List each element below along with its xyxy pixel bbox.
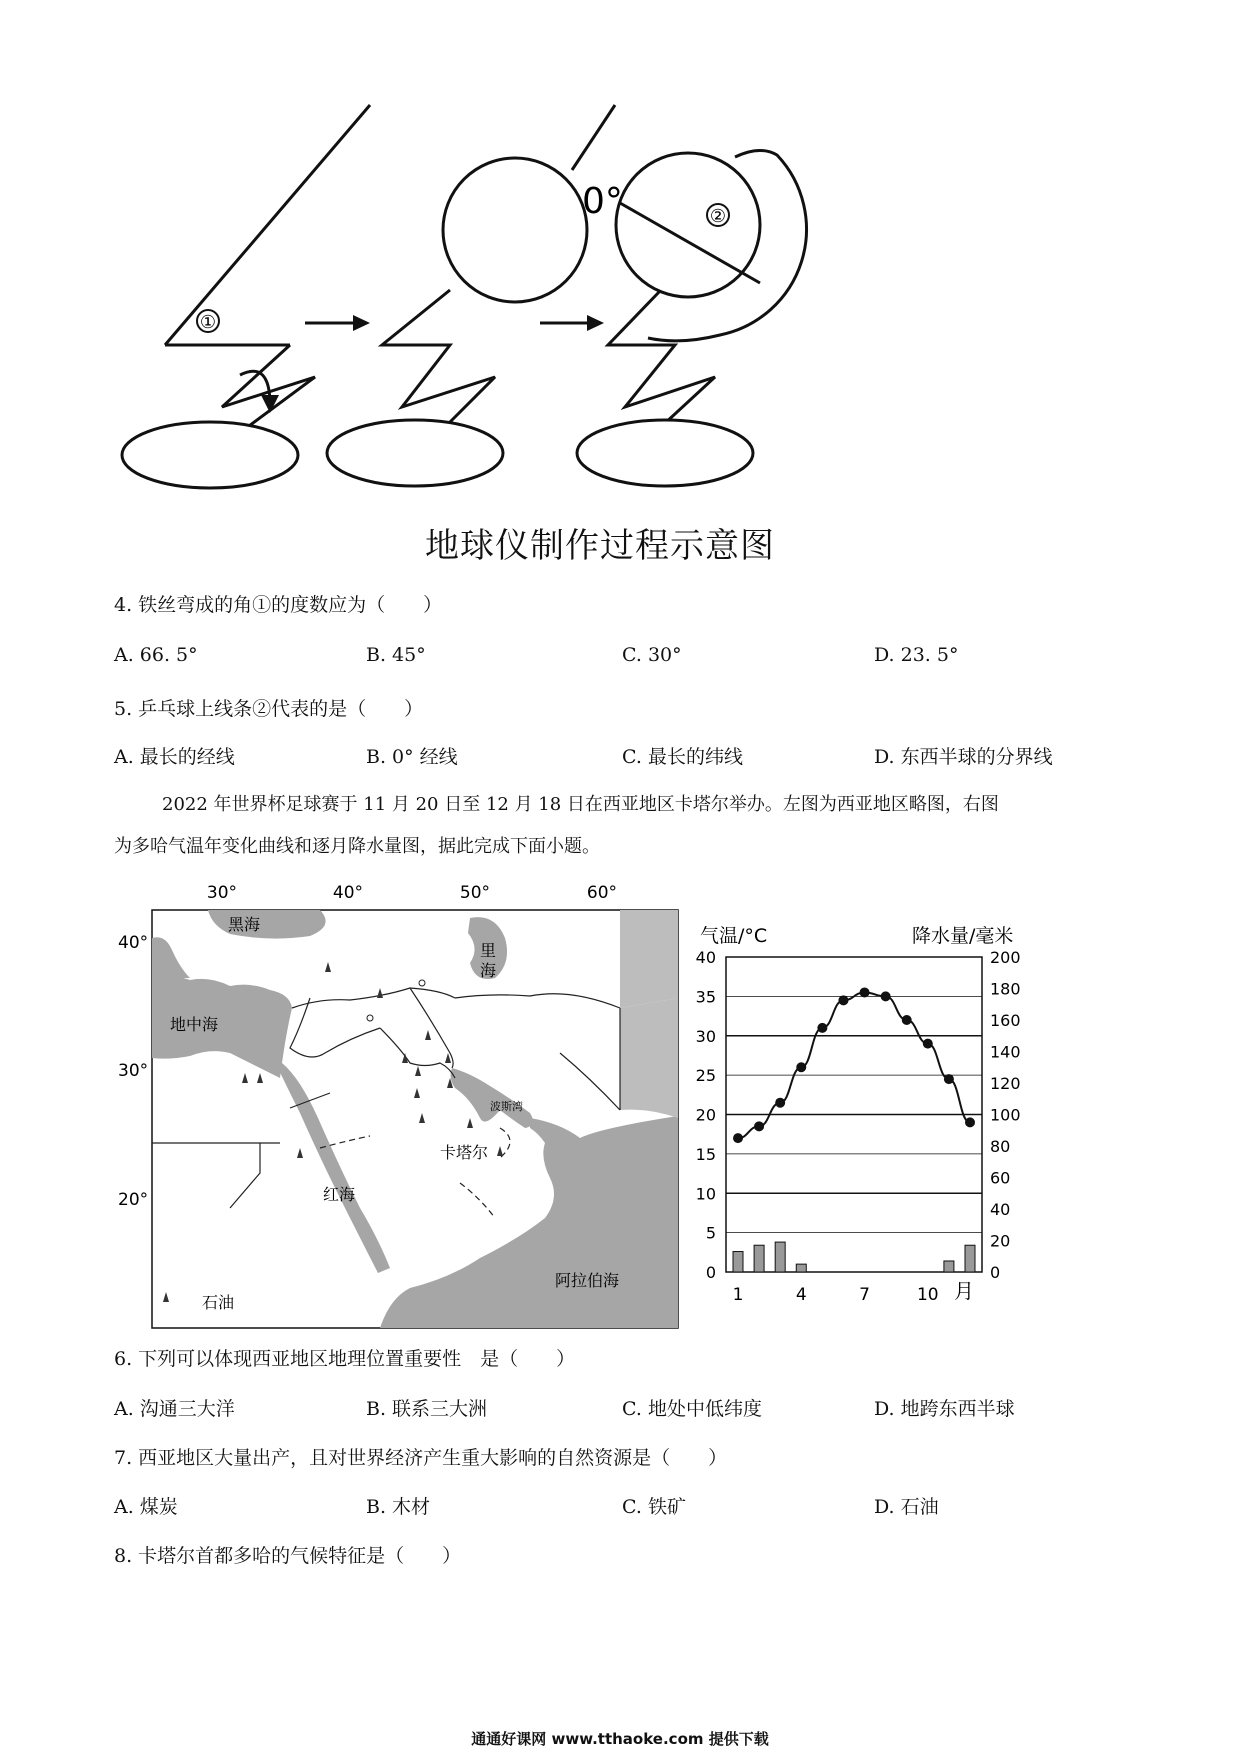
month-tick-label: 7	[859, 1285, 870, 1305]
temp-point	[965, 1117, 975, 1127]
temp-tick-label: 30	[695, 1026, 716, 1046]
base-3	[577, 420, 753, 486]
temp-tick-label: 25	[695, 1066, 716, 1086]
sea-label-caspian-2: 海	[480, 961, 497, 980]
q6-option-d[interactable]: D. 地跨东西半球	[874, 1398, 1015, 1420]
lat-label-20: 20°	[118, 1190, 149, 1210]
precip-bar	[754, 1245, 764, 1272]
question-8: 8. 卡塔尔首都多哈的气候特征是（ ）	[114, 1545, 462, 1567]
temperature-line	[738, 992, 970, 1138]
temp-tick-label: 5	[705, 1223, 716, 1243]
lat-label-40: 40°	[118, 933, 149, 953]
footer: 通通好课网 www.tthaoke.com 提供下载	[471, 1730, 769, 1748]
sea-label-arabian: 阿拉伯海	[555, 1271, 620, 1290]
line-marker: ②	[709, 206, 727, 227]
lat-label-30: 30°	[118, 1061, 149, 1081]
month-tick-label: 1	[732, 1285, 744, 1305]
q5-option-b[interactable]: B. 0° 经线	[366, 746, 458, 768]
sea-label-black: 黑海	[228, 915, 261, 934]
temp-point	[754, 1121, 764, 1131]
globe-process-diagram	[120, 95, 880, 505]
temp-tick-label: 0	[705, 1263, 716, 1282]
q6-option-b[interactable]: B. 联系三大洲	[366, 1398, 488, 1420]
lon-label-30: 30°	[206, 883, 238, 903]
q4-option-c[interactable]: C. 30°	[622, 644, 682, 666]
precip-tick-label: 100	[990, 1105, 1021, 1125]
q6-option-c[interactable]: C. 地处中低纬度	[622, 1398, 762, 1420]
passage	[114, 784, 1134, 868]
doha-climate-chart	[686, 912, 1036, 1332]
west-asia-map	[118, 878, 680, 1330]
temp-tick-label: 20	[695, 1105, 716, 1125]
legend-oil-label: 石油	[202, 1293, 235, 1312]
sea-label-persian-gulf: 波斯湾	[490, 1100, 523, 1113]
base-1	[122, 422, 298, 488]
temp-axis-label: 气温/°C	[700, 925, 768, 947]
q5-option-d[interactable]: D. 东西半球的分界线	[874, 746, 1053, 768]
sea-label-red: 红海	[323, 1185, 356, 1204]
lon-label-40: 40°	[332, 883, 364, 903]
equator-label: 0°	[582, 181, 623, 222]
q7-option-a[interactable]: A. 煤炭	[114, 1496, 178, 1518]
month-unit-label: 月	[954, 1279, 974, 1303]
q4-option-b[interactable]: B. 45°	[366, 644, 426, 666]
temp-tick-label: 35	[695, 987, 716, 1007]
temp-tick-label: 40	[695, 948, 716, 967]
passage-line-2: 为多哈气温年变化曲线和逐月降水量图，据此完成下面小题。	[114, 836, 600, 857]
q4-option-a[interactable]: A. 66. 5°	[114, 644, 198, 666]
q5-option-a[interactable]: A. 最长的经线	[114, 746, 235, 768]
temp-tick-label: 15	[695, 1144, 716, 1164]
figure-title: 地球仪制作过程示意图	[425, 526, 775, 566]
precip-axis-label: 降水量/毫米	[912, 925, 1014, 947]
precip-tick-label: 140	[990, 1042, 1021, 1062]
temp-tick-label: 10	[695, 1184, 716, 1204]
precip-bar	[965, 1245, 975, 1272]
country-label-qatar: 卡塔尔	[440, 1143, 489, 1162]
temp-point	[923, 1039, 933, 1049]
question-4: 4. 铁丝弯成的角①的度数应为（ ）	[114, 594, 443, 616]
question-5: 5. 乒乓球上线条②代表的是（ ）	[114, 698, 424, 720]
q7-option-c[interactable]: C. 铁矿	[622, 1496, 686, 1518]
precip-tick-label: 160	[990, 1011, 1021, 1030]
precip-tick-label: 180	[990, 979, 1021, 999]
q7-option-d[interactable]: D. 石油	[874, 1496, 939, 1518]
temp-point	[817, 1023, 827, 1033]
ball-2	[443, 158, 587, 302]
angle-marker: ①	[199, 312, 217, 333]
temp-point	[775, 1098, 785, 1108]
precip-tick-label: 40	[990, 1200, 1011, 1219]
precip-tick-label: 60	[990, 1168, 1011, 1188]
sea-label-caspian-1: 里	[480, 941, 497, 960]
precip-tick-label: 80	[990, 1137, 1011, 1156]
month-tick-label: 4	[795, 1285, 807, 1305]
precip-bar	[733, 1252, 743, 1272]
q6-option-a[interactable]: A. 沟通三大洋	[114, 1398, 235, 1420]
precip-bar	[796, 1264, 806, 1272]
temp-point	[881, 991, 891, 1001]
precip-tick-label: 200	[990, 948, 1021, 967]
ball-3	[616, 153, 760, 297]
precip-tick-label: 120	[990, 1074, 1021, 1093]
q7-option-b[interactable]: B. 木材	[366, 1496, 431, 1518]
precip-tick-label: 0	[990, 1263, 1001, 1282]
temp-point	[860, 987, 870, 997]
temp-point	[733, 1133, 743, 1143]
lon-label-50: 50°	[459, 883, 491, 903]
lon-label-60: 60°	[586, 883, 618, 903]
temp-point	[944, 1074, 954, 1084]
q4-option-d[interactable]: D. 23. 5°	[874, 644, 959, 666]
q5-option-c[interactable]: C. 最长的纬线	[622, 746, 743, 768]
passage-line-1: 2022 年世界杯足球赛于 11 月 20 日至 12 月 18 日在西亚地区卡塔尔举办。左图为西亚地区略图，右图	[162, 794, 999, 815]
question-6: 6. 下列可以体现西亚地区地理位置重要性 是（ ）	[114, 1348, 576, 1370]
sea-label-mediterranean: 地中海	[170, 1015, 219, 1034]
precip-bar	[944, 1261, 954, 1272]
temp-point	[902, 1015, 912, 1025]
precip-tick-label: 20	[990, 1231, 1011, 1251]
question-7: 7. 西亚地区大量出产，且对世界经济产生重大影响的自然资源是（ ）	[114, 1447, 728, 1469]
base-2	[327, 420, 503, 486]
temp-point	[838, 995, 848, 1005]
month-tick-label: 10	[916, 1285, 939, 1305]
precip-bar	[775, 1242, 785, 1272]
temp-point	[796, 1062, 806, 1072]
